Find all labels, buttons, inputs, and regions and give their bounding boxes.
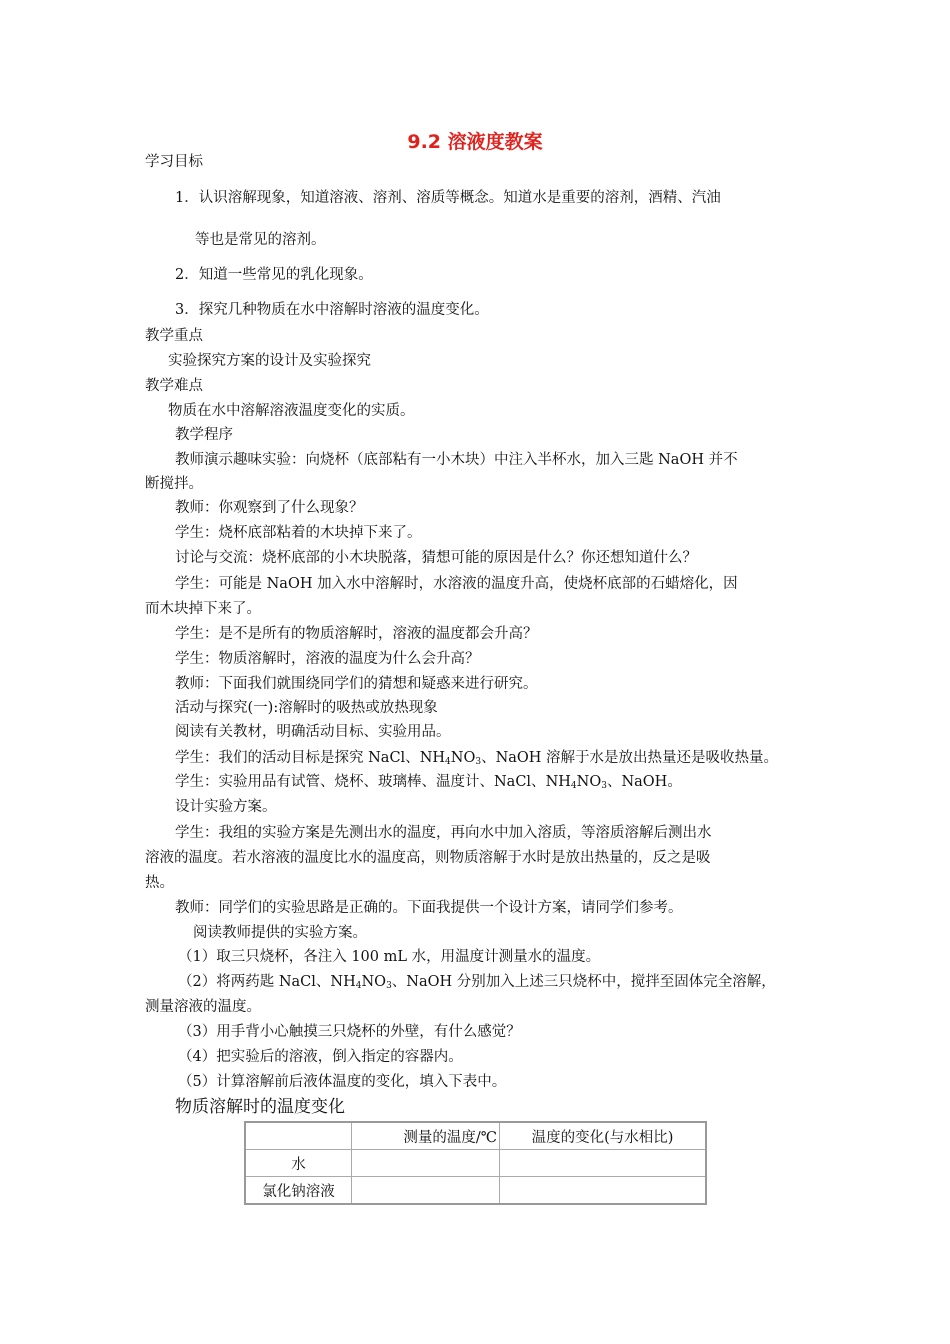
- body-line: 学生：烧杯底部粘着的木块掉下来了。: [175, 525, 422, 541]
- body-line: 阅读教师提供的实验方案。: [193, 925, 367, 941]
- key-points-text: 实验探究方案的设计及实验探究: [168, 353, 371, 369]
- body-line: 学生：我们的活动目标是探究 NaCl、$NH_4NO_3$、NaOH 溶解于水是放出热量还是吸收热量。: [175, 750, 779, 767]
- body-line: 学生：我组的实验方案是先测出水的温度，再向水中加入溶质，等溶质溶解后测出水: [175, 825, 712, 841]
- table-cell: [500, 1150, 707, 1177]
- body-line: （4）把实验后的溶液，倒入指定的容器内。: [178, 1049, 463, 1065]
- page-title: 9.2 溶液度教案: [407, 131, 543, 153]
- table-caption: 物质溶解时的温度变化: [175, 1097, 345, 1117]
- body-line: 教师演示趣味实验：向烧杯（底部粘有一小木块）中注入半杯水，加入三匙 NaOH 并不: [175, 452, 738, 468]
- table-cell: [352, 1177, 500, 1205]
- table-header-cell: 温度的变化(与水相比): [500, 1122, 707, 1150]
- key-points-heading: 教学重点: [145, 328, 203, 344]
- body-line: （1）取三只烧杯，各注入 100 mL 水，用温度计测量水的温度。: [178, 949, 601, 965]
- table-row: [245, 1177, 706, 1205]
- difficulty-text: 物质在水中溶解溶液温度变化的实质。: [168, 403, 415, 419]
- objectives-heading: 学习目标: [145, 154, 203, 170]
- body-line: 学生：可能是 NaOH 加入水中溶解时，水溶液的温度升高，使烧杯底部的石蜡熔化，因: [175, 576, 738, 592]
- procedure-heading: 教学程序: [175, 427, 233, 443]
- body-line: 断搅拌。: [145, 476, 203, 492]
- body-line: 学生：是不是所有的物质溶解时，溶液的温度都会升高？: [175, 626, 538, 642]
- body-line: （5）计算溶解前后液体温度的变化，填入下表中。: [178, 1074, 507, 1090]
- objective-3: 3．探究几种物质在水中溶解时溶液的温度变化。: [175, 302, 489, 318]
- table-cell: 水: [245, 1150, 352, 1177]
- body-line: （3）用手背小心触摸三只烧杯的外壁，有什么感觉？: [178, 1024, 521, 1040]
- table-cell: [500, 1177, 707, 1205]
- table-header-row: [245, 1122, 706, 1150]
- body-line: 设计实验方案。: [175, 799, 277, 815]
- difficulty-heading: 教学难点: [145, 378, 203, 394]
- temperature-table: [244, 1121, 707, 1205]
- body-line: 教师：同学们的实验思路是正确的。下面我提供一个设计方案，请同学们参考。: [175, 900, 683, 916]
- body-line: 测量溶液的温度。: [145, 999, 261, 1015]
- body-line: 活动与探究(一):溶解时的吸热或放热现象: [175, 700, 438, 716]
- table-cell: 氯化钠溶液: [245, 1177, 352, 1205]
- body-line: 教师：下面我们就围绕同学们的猜想和疑惑来进行研究。: [175, 676, 538, 692]
- body-line: 讨论与交流：烧杯底部的小木块脱落，猜想可能的原因是什么？你还想知道什么？: [175, 550, 697, 566]
- table-cell: [352, 1150, 500, 1177]
- body-line: 而木块掉下来了。: [145, 601, 261, 617]
- body-line: 学生：物质溶解时，溶液的温度为什么会升高？: [175, 651, 480, 667]
- body-line: 学生：实验用品有试管、烧杯、玻璃棒、温度计、NaCl、$NH_4NO_3$、NaOH。: [175, 774, 682, 791]
- body-line: 教师：你观察到了什么现象？: [175, 500, 364, 516]
- table-row: [245, 1150, 706, 1177]
- objective-2: 2．知道一些常见的乳化现象。: [175, 267, 373, 283]
- body-line: 热。: [145, 875, 174, 891]
- body-line: 溶液的温度。若水溶液的温度比水的温度高，则物质溶解于水时是放出热量的，反之是吸: [145, 850, 711, 866]
- table-header-cell: [245, 1122, 352, 1150]
- objective-1: 1．认识溶解现象，知道溶液、溶剂、溶质等概念。知道水是重要的溶剂，酒精、汽油: [175, 190, 721, 206]
- table-header-cell: 测量的温度/℃: [352, 1122, 500, 1150]
- body-line: （2）将两药匙 NaCl、$NH_4NO_3$、NaOH 分别加入上述三只烧杯中，搅拌至固体完全溶解，: [178, 974, 776, 991]
- body-line: 阅读有关教材，明确活动目标、实验用品。: [175, 724, 451, 740]
- objective-1-cont: 等也是常见的溶剂。: [195, 232, 326, 248]
